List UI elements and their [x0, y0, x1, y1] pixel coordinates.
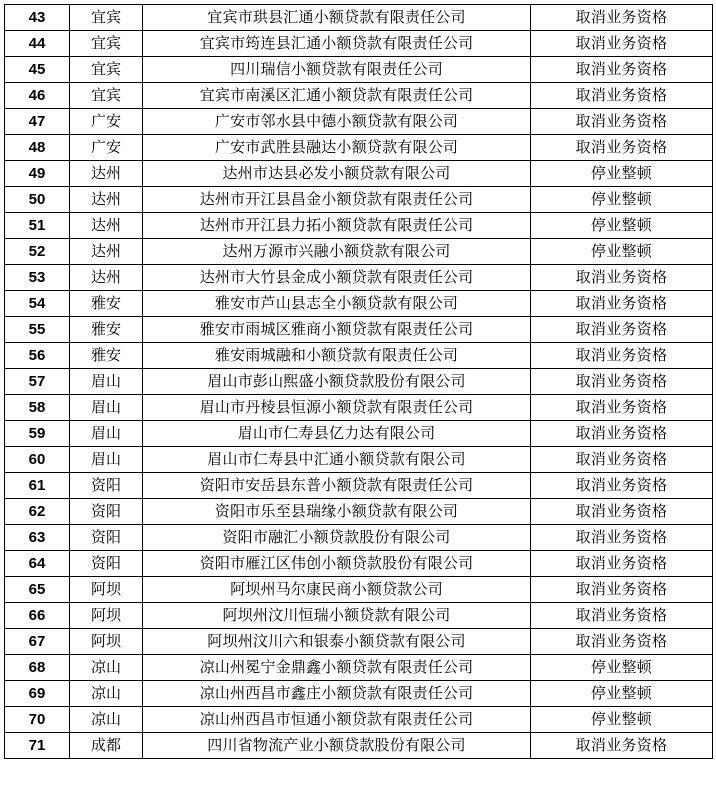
city-cell: 达州: [70, 213, 143, 239]
row-number: 50: [5, 187, 70, 213]
city-cell: 眉山: [70, 369, 143, 395]
city-cell: 达州: [70, 265, 143, 291]
company-name-cell: 凉山州冕宁金鼎鑫小额贷款有限责任公司: [143, 655, 531, 681]
row-number: 47: [5, 109, 70, 135]
table-row: [5, 291, 713, 317]
city-cell: 达州: [70, 161, 143, 187]
status-cell: 取消业务资格: [531, 499, 713, 525]
table-row: [5, 551, 713, 577]
status-cell: 取消业务资格: [531, 135, 713, 161]
row-number: 54: [5, 291, 70, 317]
company-name-cell: 广安市邻水县中德小额贷款有限公司: [143, 109, 531, 135]
city-cell: 眉山: [70, 421, 143, 447]
company-name-cell: 达州万源市兴融小额贷款有限公司: [143, 239, 531, 265]
company-name-cell: 眉山市彭山熙盛小额贷款股份有限公司: [143, 369, 531, 395]
status-cell: 取消业务资格: [531, 421, 713, 447]
status-cell: 取消业务资格: [531, 733, 713, 759]
status-cell: 取消业务资格: [531, 5, 713, 31]
company-name-cell: 资阳市融汇小额贷款股份有限公司: [143, 525, 531, 551]
company-name-cell: 达州市开江县昌金小额贷款有限责任公司: [143, 187, 531, 213]
table-row: [5, 681, 713, 707]
table-row: [5, 213, 713, 239]
status-cell: 停业整顿: [531, 161, 713, 187]
row-number: 48: [5, 135, 70, 161]
status-cell: 停业整顿: [531, 655, 713, 681]
company-name-cell: 凉山州西昌市鑫庄小额贷款有限责任公司: [143, 681, 531, 707]
city-cell: 资阳: [70, 525, 143, 551]
lender-status-table: [4, 4, 713, 759]
status-cell: 取消业务资格: [531, 57, 713, 83]
row-number: 43: [5, 5, 70, 31]
table-row: [5, 447, 713, 473]
table-row: [5, 629, 713, 655]
company-name-cell: 资阳市安岳县东普小额贷款有限责任公司: [143, 473, 531, 499]
company-name-cell: 雅安市芦山县志全小额贷款有限公司: [143, 291, 531, 317]
city-cell: 成都: [70, 733, 143, 759]
table-row: [5, 343, 713, 369]
status-cell: 取消业务资格: [531, 317, 713, 343]
status-cell: 停业整顿: [531, 187, 713, 213]
row-number: 71: [5, 733, 70, 759]
status-cell: 取消业务资格: [531, 265, 713, 291]
table-row: [5, 603, 713, 629]
city-cell: 雅安: [70, 317, 143, 343]
row-number: 51: [5, 213, 70, 239]
city-cell: 雅安: [70, 291, 143, 317]
row-number: 66: [5, 603, 70, 629]
row-number: 68: [5, 655, 70, 681]
status-cell: 取消业务资格: [531, 551, 713, 577]
table-row: [5, 317, 713, 343]
table-row: [5, 187, 713, 213]
table-row: [5, 265, 713, 291]
status-cell: 取消业务资格: [531, 629, 713, 655]
status-cell: 取消业务资格: [531, 31, 713, 57]
document-page: [4, 4, 713, 759]
row-number: 61: [5, 473, 70, 499]
company-name-cell: 广安市武胜县融达小额贷款有限公司: [143, 135, 531, 161]
row-number: 60: [5, 447, 70, 473]
row-number: 67: [5, 629, 70, 655]
table-row: [5, 5, 713, 31]
table-row: [5, 395, 713, 421]
city-cell: 达州: [70, 187, 143, 213]
status-cell: 取消业务资格: [531, 83, 713, 109]
row-number: 58: [5, 395, 70, 421]
status-cell: 取消业务资格: [531, 577, 713, 603]
city-cell: 凉山: [70, 655, 143, 681]
row-number: 49: [5, 161, 70, 187]
row-number: 70: [5, 707, 70, 733]
status-cell: 取消业务资格: [531, 473, 713, 499]
company-name-cell: 宜宾市南溪区汇通小额贷款有限责任公司: [143, 83, 531, 109]
table-row: [5, 733, 713, 759]
table-row: [5, 57, 713, 83]
table-row: [5, 655, 713, 681]
company-name-cell: 资阳市乐至县瑞缘小额贷款有限公司: [143, 499, 531, 525]
company-name-cell: 眉山市仁寿县亿力达有限公司: [143, 421, 531, 447]
city-cell: 达州: [70, 239, 143, 265]
city-cell: 宜宾: [70, 57, 143, 83]
company-name-cell: 雅安市雨城区雅商小额贷款有限责任公司: [143, 317, 531, 343]
table-row: [5, 369, 713, 395]
table-row: [5, 421, 713, 447]
city-cell: 阿坝: [70, 603, 143, 629]
company-name-cell: 宜宾市珙县汇通小额贷款有限责任公司: [143, 5, 531, 31]
status-cell: 取消业务资格: [531, 603, 713, 629]
table-row: [5, 83, 713, 109]
company-name-cell: 四川瑞信小额贷款有限责任公司: [143, 57, 531, 83]
status-cell: 取消业务资格: [531, 109, 713, 135]
company-name-cell: 四川省物流产业小额贷款股份有限公司: [143, 733, 531, 759]
company-name-cell: 阿坝州汶川恒瑞小额贷款有限公司: [143, 603, 531, 629]
table-row: [5, 577, 713, 603]
city-cell: 眉山: [70, 395, 143, 421]
row-number: 69: [5, 681, 70, 707]
status-cell: 取消业务资格: [531, 525, 713, 551]
status-cell: 取消业务资格: [531, 447, 713, 473]
company-name-cell: 达州市大竹县金成小额贷款有限责任公司: [143, 265, 531, 291]
company-name-cell: 凉山州西昌市恒通小额贷款有限责任公司: [143, 707, 531, 733]
company-name-cell: 达州市开江县力拓小额贷款有限责任公司: [143, 213, 531, 239]
city-cell: 阿坝: [70, 577, 143, 603]
row-number: 57: [5, 369, 70, 395]
status-cell: 停业整顿: [531, 681, 713, 707]
row-number: 44: [5, 31, 70, 57]
city-cell: 资阳: [70, 473, 143, 499]
status-cell: 取消业务资格: [531, 395, 713, 421]
table-row: [5, 473, 713, 499]
city-cell: 资阳: [70, 499, 143, 525]
row-number: 62: [5, 499, 70, 525]
city-cell: 宜宾: [70, 5, 143, 31]
row-number: 64: [5, 551, 70, 577]
company-name-cell: 雅安雨城融和小额贷款有限责任公司: [143, 343, 531, 369]
row-number: 56: [5, 343, 70, 369]
city-cell: 雅安: [70, 343, 143, 369]
city-cell: 广安: [70, 135, 143, 161]
row-number: 55: [5, 317, 70, 343]
city-cell: 宜宾: [70, 83, 143, 109]
table-row: [5, 109, 713, 135]
status-cell: 取消业务资格: [531, 343, 713, 369]
row-number: 52: [5, 239, 70, 265]
status-cell: 停业整顿: [531, 213, 713, 239]
table-row: [5, 135, 713, 161]
table-row: [5, 707, 713, 733]
row-number: 46: [5, 83, 70, 109]
status-cell: 取消业务资格: [531, 369, 713, 395]
table-row: [5, 161, 713, 187]
table-row: [5, 31, 713, 57]
company-name-cell: 眉山市丹棱县恒源小额贷款有限责任公司: [143, 395, 531, 421]
company-name-cell: 阿坝州马尔康民商小额贷款公司: [143, 577, 531, 603]
table-body: [5, 5, 713, 759]
city-cell: 凉山: [70, 681, 143, 707]
row-number: 53: [5, 265, 70, 291]
city-cell: 阿坝: [70, 629, 143, 655]
row-number: 45: [5, 57, 70, 83]
city-cell: 资阳: [70, 551, 143, 577]
row-number: 59: [5, 421, 70, 447]
city-cell: 宜宾: [70, 31, 143, 57]
company-name-cell: 资阳市雁江区伟创小额贷款股份有限公司: [143, 551, 531, 577]
table-row: [5, 499, 713, 525]
row-number: 65: [5, 577, 70, 603]
city-cell: 广安: [70, 109, 143, 135]
row-number: 63: [5, 525, 70, 551]
table-row: [5, 239, 713, 265]
company-name-cell: 达州市达县必发小额贷款有限公司: [143, 161, 531, 187]
status-cell: 停业整顿: [531, 239, 713, 265]
status-cell: 取消业务资格: [531, 291, 713, 317]
city-cell: 凉山: [70, 707, 143, 733]
table-row: [5, 525, 713, 551]
company-name-cell: 宜宾市筠连县汇通小额贷款有限责任公司: [143, 31, 531, 57]
company-name-cell: 眉山市仁寿县中汇通小额贷款有限公司: [143, 447, 531, 473]
city-cell: 眉山: [70, 447, 143, 473]
status-cell: 停业整顿: [531, 707, 713, 733]
company-name-cell: 阿坝州汶川六和银泰小额贷款有限公司: [143, 629, 531, 655]
